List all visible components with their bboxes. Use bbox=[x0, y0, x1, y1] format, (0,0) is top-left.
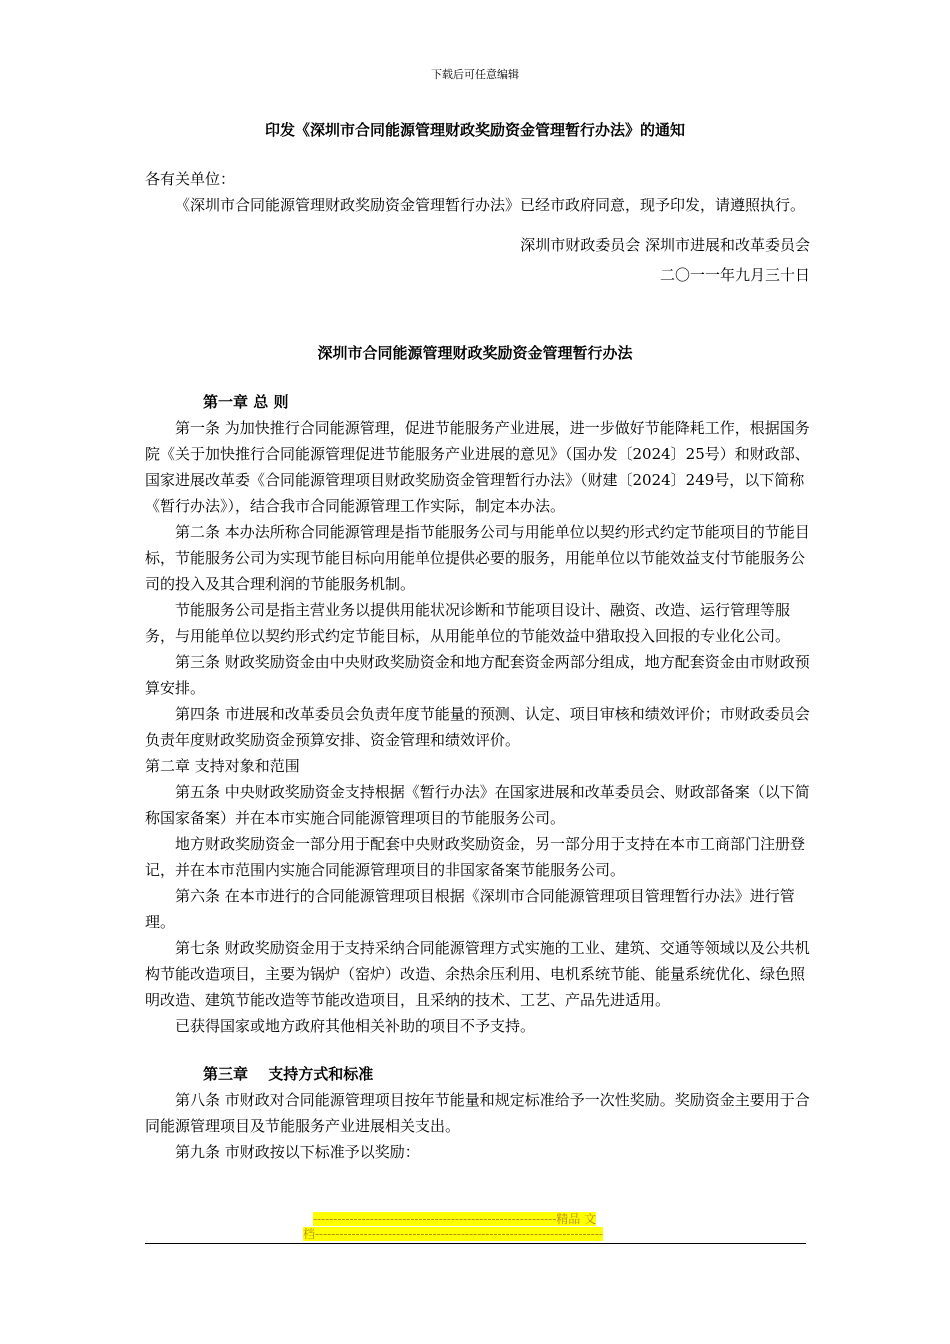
salutation: 各有关单位： bbox=[145, 170, 236, 188]
article-9: 第九条 市财政按以下标准予以奖励： bbox=[175, 1143, 420, 1161]
issue-date: 二〇一一年九月三十日 bbox=[659, 266, 810, 284]
watermark-line-1: ------------------------------------------------------------精品 文 bbox=[313, 1212, 597, 1226]
article-1: 第一条 为加快推行合同能源管理，促进节能服务产业进展，进一步做好节能降耗工作，根据国务院《关于加快推行合同能源管理促进节能服务产业进展的意见》（国办发〔2024〕25号）和财政部、国家进展改革委《合同能源管理项目财政奖励资金管理暂行办法》（财建〔2024〕249号，以下简称《暂行办法》），结合我市合同能源管理工作实际，制定本办法。 bbox=[145, 419, 810, 515]
chapter-1-heading: 第一章 总 则 bbox=[203, 393, 289, 411]
article-8: 第八条 市财政对合同能源管理项目按年节能量和规定标准给予一次性奖励。奖励资金主要用于合同能源管理项目及节能服务产业进展相关支出。 bbox=[145, 1091, 810, 1135]
article-7: 第七条 财政奖励资金用于支持采纳合同能源管理方式实施的工业、建筑、交通等领域以及公共机构节能改造项目，主要为锅炉（窑炉）改造、余热余压利用、电机系统节能、能量系统优化、绿色照明改造、建筑节能改造等节能改造项目，且采纳的技术、工艺、产品先进适用。 bbox=[145, 939, 810, 1009]
article-2-para-2: 节能服务公司是指主营业务以提供用能状况诊断和节能项目设计、融资、改造、运行管理等服务，与用能单位以契约形式约定节能目标，从用能单位的节能效益中猎取投入回报的专业化公司。 bbox=[145, 601, 791, 645]
notice-body: 《深圳市合同能源管理财政奖励资金管理暂行办法》已经市政府同意，现予印发，请遵照执行。 bbox=[175, 196, 806, 214]
article-3: 第三条 财政奖励资金由中央财政奖励资金和地方配套资金两部分组成，地方配套资金由市财政预算安排。 bbox=[145, 653, 810, 697]
article-6: 第六条 在本市进行的合同能源管理项目根据《深圳市合同能源管理项目管理暂行办法》进行管理。 bbox=[145, 887, 795, 931]
article-7-para-2: 已获得国家或地方政府其他相关补助的项目不予支持。 bbox=[175, 1017, 536, 1035]
measures-body bbox=[145, 389, 810, 1165]
watermark-footer bbox=[303, 1212, 648, 1242]
article-2: 第二条 本办法所称合同能源管理是指节能服务公司与用能单位以契约形式约定节能项目的节能目标，节能服务公司为实现节能目标向用能单位提供必要的服务，用能单位以节能效益支付节能服务公司的投入及其合理利润的节能服务机制。 bbox=[145, 523, 810, 593]
notice-title: 印发《深圳市合同能源管理财政奖励资金管理暂行办法》的通知 bbox=[264, 121, 685, 139]
measures-title: 深圳市合同能源管理财政奖励资金管理暂行办法 bbox=[317, 344, 633, 362]
notice-block bbox=[145, 166, 810, 288]
chapter-2-heading: 第二章 支持对象和范围 bbox=[145, 757, 300, 775]
article-5-para-2: 地方财政奖励资金一部分用于配套中央财政奖励资金，另一部分用于支持在本市工商部门注册登记，并在本市范围内实施合同能源管理项目的非国家备案节能服务公司。 bbox=[145, 835, 806, 879]
chapter-3-heading: 第三章 支持方式和标准 bbox=[203, 1065, 374, 1083]
watermark-line-2: 档----------------------------------------------------------------------- bbox=[303, 1227, 603, 1241]
article-4: 第四条 市进展和改革委员会负责年度节能量的预测、认定、项目审核和绩效评价；市财政委员会负责年度财政奖励资金预算安排、资金管理和绩效评价。 bbox=[145, 705, 810, 749]
download-note: 下载后可任意编辑 bbox=[431, 68, 519, 81]
footer-divider bbox=[145, 1243, 806, 1244]
issuers: 深圳市财政委员会 深圳市进展和改革委员会 bbox=[520, 236, 810, 254]
article-5: 第五条 中央财政奖励资金支持根据《暂行办法》在国家进展和改革委员会、财政部备案（以下简称国家备案）并在本市实施合同能源管理项目的节能服务公司。 bbox=[145, 783, 810, 827]
